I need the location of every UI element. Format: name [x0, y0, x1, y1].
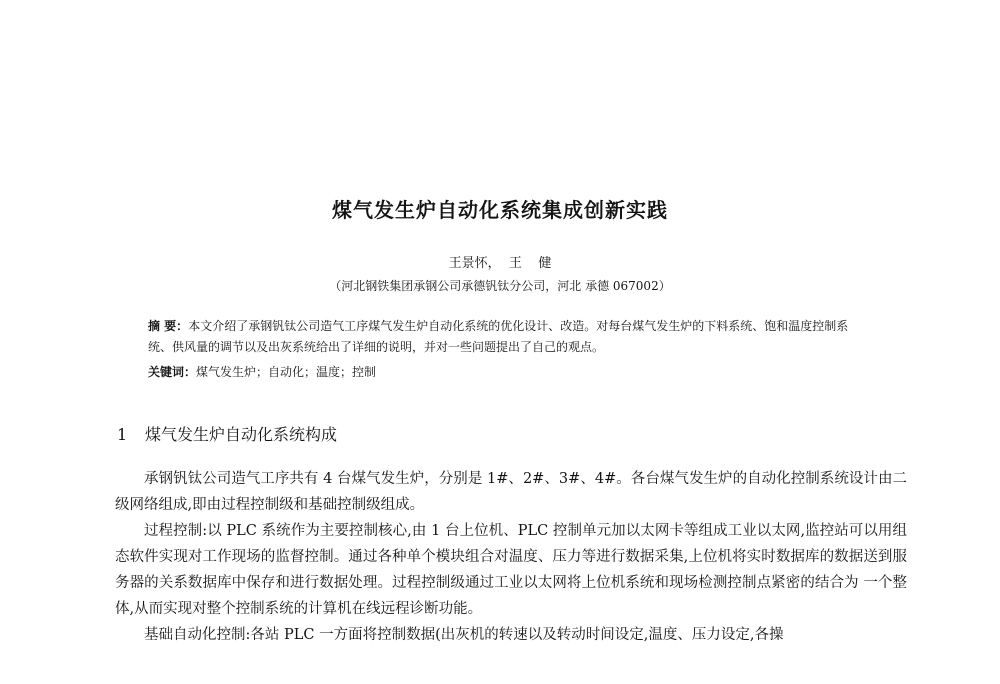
- body-paragraph: 承钢钒钛公司造气工序共有 4 台煤气发生炉，分别是 1#、2#、3#、4#。各台煤气发生炉的自动化控制系统设计由二级网络组成,即由过程控制级和基础控制级组成。: [115, 471, 907, 513]
- body-text: [115, 466, 907, 648]
- body-paragraph: 过程控制:以 PLC 系统作为主要控制核心,由 1 台上位机、PLC 控制单元加以太网卡等组成工业以太网,监控站可以用组态软件实现对工作现场的监督控制。通过各种单个模块组合对温度、压力等进行数据采集,上位机将实时数据库的数据送到服务器的关系数据库中保存和进行数据处理。过程控制级通过工业以太网将上位机系统和现场检测控制点紧密的结合为 一个整体,从而实现对整个控制系统的计算机在线远程诊断功能。: [115, 523, 907, 617]
- abstract-block: [148, 316, 868, 358]
- keywords-block: [148, 362, 868, 383]
- keywords-text: 煤气发生炉；自动化；温度；控制: [196, 365, 377, 379]
- keywords-label: 关键词：: [148, 365, 197, 379]
- abstract-text: 本文介绍了承钢钒钛公司造气工序煤气发生炉自动化系统的优化设计、改造。对每台煤气发生炉的下料系统、饱和温度控制系统、供风量的调节以及出灰系统给出了详细的说明，并对一些问题提出了自己的观点。: [148, 319, 849, 354]
- abstract-label: 摘 要：: [148, 319, 189, 333]
- paper-authors: 王景怀， 王 健: [448, 256, 552, 271]
- section-number: 1: [117, 425, 128, 444]
- paper-affiliation: （河北钢铁集团承钢公司承德钒钛分公司，河北 承德 067002）: [329, 279, 671, 293]
- section-heading: [117, 422, 337, 448]
- body-paragraph: 基础自动化控制:各站 PLC 一方面将控制数据(出灰机的转速以及转动时间设定,温度、压力设定,各操: [144, 627, 784, 643]
- section-title: 煤气发生炉自动化系统构成: [145, 425, 338, 444]
- paper-title: 煤气发生炉自动化系统集成创新实践: [332, 198, 668, 222]
